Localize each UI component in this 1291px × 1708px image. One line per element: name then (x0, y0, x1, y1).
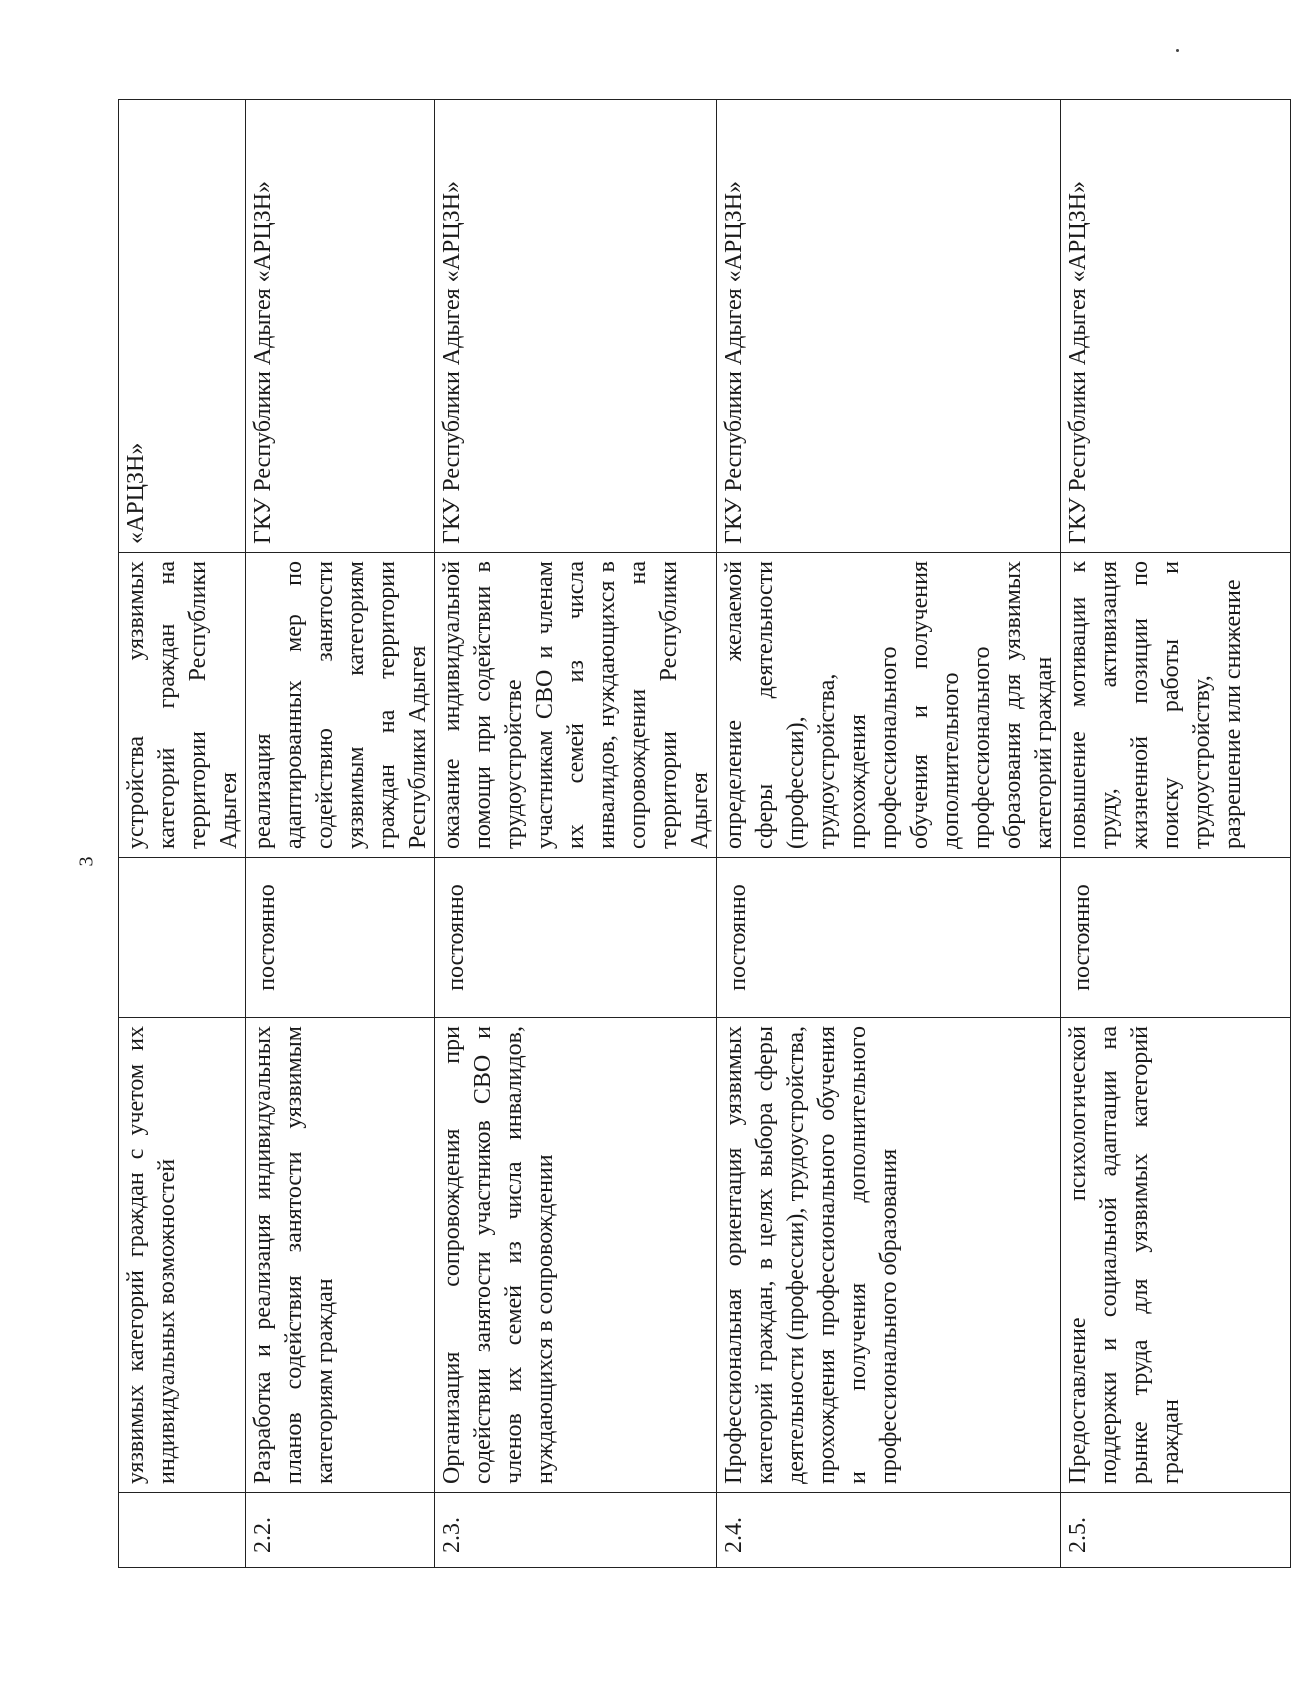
measure-name: Разработка и реализация индивидуальных планов содействия занятости уязвимым категориям граждан (246, 1018, 435, 1493)
row-number: 2.4. (717, 1493, 1061, 1568)
executor: «АРЦЗН» (119, 100, 246, 553)
expected-result: реализация адаптированных мер по содействию занятости уязвимым категориям граждан на территории Республики Адыгея (246, 553, 435, 858)
table-row (119, 100, 246, 1568)
row-number: 2.2. (246, 1493, 435, 1568)
expected-result: определение желаемой сферы деятельности (профессии), трудоустройства, прохождения профессионального обучения и получения дополнительного профессионального образования для уязвимых категорий граждан (717, 553, 1061, 858)
row-number: 2.3. (435, 1493, 717, 1568)
row-number (119, 1493, 246, 1568)
execution-term: постоянно (717, 858, 1061, 1018)
measure-name: уязвимых категорий граждан с учетом их индивидуальных возможностей (119, 1018, 246, 1493)
page-number: 3 (75, 856, 98, 867)
expected-result: повышение мотивации к труду, активизация жизненной позиции по поиску работы и трудоустройству, разрешение или снижение (1061, 553, 1291, 858)
measures-table (118, 99, 1291, 1568)
table-row (717, 100, 1061, 1568)
table-row (1061, 100, 1291, 1568)
scan-speck (1176, 49, 1179, 52)
table-row (435, 100, 717, 1568)
measure-name: Профессиональная ориентация уязвимых категорий граждан, в целях выбора сферы деятельности (профессии), трудоустройства, прохождения профессионального обучения и получения дополнительного профессионального образования (717, 1018, 1061, 1493)
execution-term (119, 858, 246, 1018)
execution-term: постоянно (435, 858, 717, 1018)
expected-result: устройства уязвимых категорий граждан на территории Республики Адыгея (119, 553, 246, 858)
measure-name: Предоставление психологической поддержки и социальной адаптации на рынке труда для уязвимых категорий граждан (1061, 1018, 1291, 1493)
measure-name: Организация сопровождения при содействии занятости участников СВО и членов их семей из числа инвалидов, нуждающихся в сопровождении (435, 1018, 717, 1493)
execution-term: постоянно (246, 858, 435, 1018)
executor: ГКУ Республики Адыгея «АРЦЗН» (246, 100, 435, 553)
executor: ГКУ Республики Адыгея «АРЦЗН» (1061, 100, 1291, 553)
table-row (246, 100, 435, 1568)
execution-term: постоянно (1061, 858, 1291, 1018)
executor: ГКУ Республики Адыгея «АРЦЗН» (717, 100, 1061, 553)
rotated-table-container (118, 100, 1246, 1568)
expected-result: оказание индивидуальной помощи при содействии в трудоустройстве участникам СВО и членам их семей из числа инвалидов, нуждающихся в сопровождении на территории Республики Адыгея (435, 553, 717, 858)
row-number: 2.5. (1061, 1493, 1291, 1568)
executor: ГКУ Республики Адыгея «АРЦЗН» (435, 100, 717, 553)
